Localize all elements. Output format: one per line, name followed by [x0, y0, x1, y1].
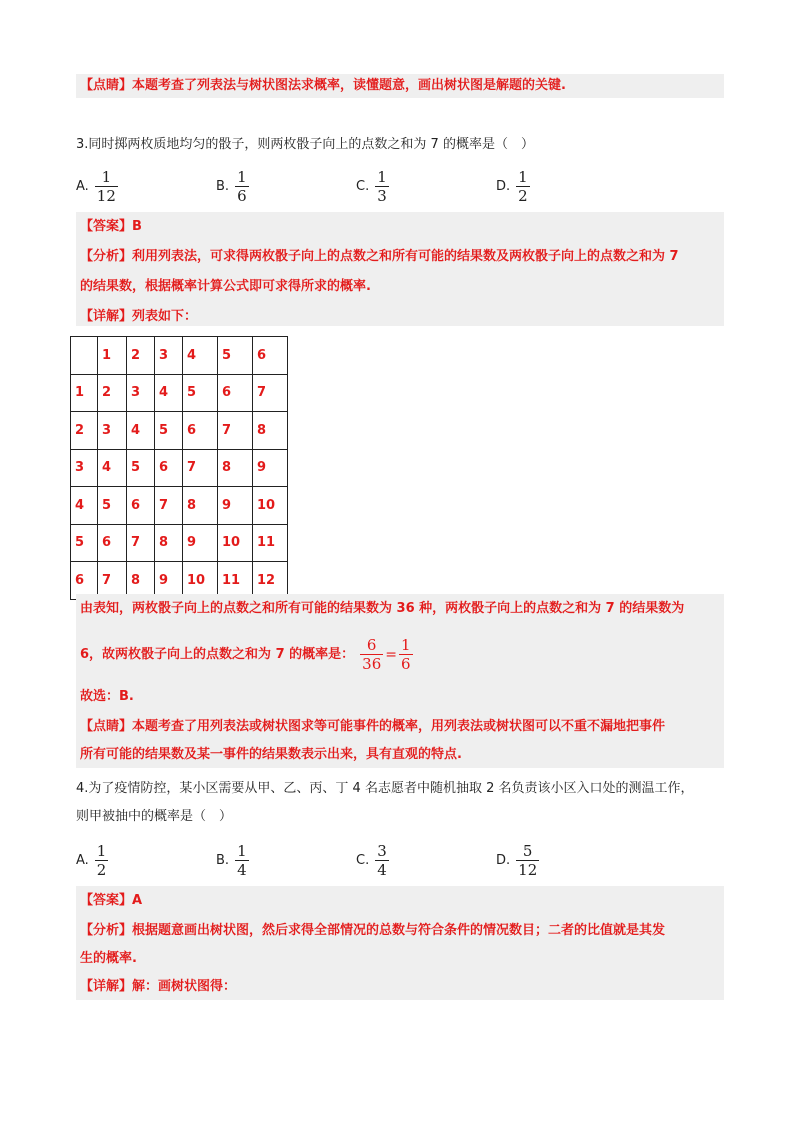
q3-conclusion-line2 — [80, 636, 413, 673]
q3-option-a — [76, 168, 118, 205]
fraction-numerator: 1 — [96, 842, 107, 860]
option-label: B. — [216, 179, 230, 194]
table-cell: 1 — [71, 374, 98, 412]
table-cell: 2 — [71, 412, 98, 450]
option-label: B. — [216, 853, 230, 868]
q3-note-line2: 所有可能的结果数及某一事件的结果数表示出来，具有直观的特点. — [80, 747, 462, 762]
table-cell: 6 — [218, 374, 253, 412]
fraction-numerator: 1 — [518, 168, 528, 186]
table-cell: 8 — [218, 449, 253, 487]
q4-detail: 【详解】解：画树状图得： — [80, 979, 237, 994]
table-cell: 4 — [71, 487, 98, 525]
option-label: A. — [76, 853, 89, 868]
dice-sum-table — [70, 336, 288, 600]
q3-conclusion-line1: 由表知，两枚骰子向上的点数之和所有可能的结果数为 36 种，两枚骰子向上的点数之和为 7 的结果数为 — [80, 601, 685, 616]
table-cell: 11 — [218, 562, 253, 600]
table-cell: 6 — [98, 524, 127, 562]
q3-option-b — [216, 168, 249, 205]
q3-note-line1: 【点睛】本题考查了用列表法或树状图求等可能事件的概率，用列表法或树状图可以不重不漏地把事件 — [80, 719, 666, 734]
table-cell: 8 — [183, 487, 218, 525]
table-cell: 5 — [98, 487, 127, 525]
fraction-denominator: 3 — [377, 187, 387, 205]
table-cell: 3 — [155, 337, 183, 375]
q3-analysis-line1: 【分析】利用列表法，可求得两枚骰子向上的点数之和所有可能的结果数及两枚骰子向上的点数之和为 7 — [80, 249, 679, 264]
q3-conclusion-text: 6，故两枚骰子向上的点数之和为 7 的概率是： — [80, 646, 355, 662]
table-cell: 10 — [183, 562, 218, 600]
table-cell: 7 — [98, 562, 127, 600]
table-cell: 2 — [98, 374, 127, 412]
table-cell: 10 — [218, 524, 253, 562]
table-cell: 7 — [218, 412, 253, 450]
fraction-numerator: 1 — [237, 168, 247, 186]
option-label: D. — [496, 853, 511, 868]
fraction-denominator: 12 — [518, 861, 538, 879]
table-cell: 8 — [155, 524, 183, 562]
q4-option-b — [216, 842, 249, 879]
table-cell: 4 — [183, 337, 218, 375]
table-cell: 2 — [127, 337, 155, 375]
q4-answer-band — [76, 886, 724, 1000]
table-cell: 5 — [183, 374, 218, 412]
option-label: C. — [356, 853, 370, 868]
table-row — [71, 449, 288, 487]
fraction-denominator: 4 — [237, 861, 247, 879]
table-row — [71, 337, 288, 375]
result-denominator-2: 6 — [400, 655, 411, 673]
table-cell: 5 — [218, 337, 253, 375]
q4-option-d — [496, 842, 539, 879]
table-cell: 4 — [155, 374, 183, 412]
table-cell — [71, 337, 98, 375]
table-cell: 8 — [253, 412, 288, 450]
table-row — [71, 487, 288, 525]
option-label: D. — [496, 179, 511, 194]
fraction-denominator: 2 — [518, 187, 528, 205]
table-cell: 12 — [253, 562, 288, 600]
table-cell: 11 — [253, 524, 288, 562]
fraction-denominator: 2 — [96, 861, 107, 879]
table-cell: 3 — [98, 412, 127, 450]
table-cell: 5 — [155, 412, 183, 450]
table-cell: 10 — [253, 487, 288, 525]
q3-conclusion-band — [76, 594, 724, 768]
q4-option-a — [76, 842, 108, 879]
option-label: A. — [76, 179, 89, 194]
table-row — [71, 524, 288, 562]
q3-option-d — [496, 168, 530, 205]
q3-answer-band — [76, 212, 724, 326]
table-cell: 6 — [183, 412, 218, 450]
table-cell: 6 — [155, 449, 183, 487]
equals-sign: = — [385, 646, 397, 663]
table-cell: 3 — [71, 449, 98, 487]
table-cell: 8 — [127, 562, 155, 600]
fraction-numerator: 1 — [377, 168, 387, 186]
q4-option-c — [356, 842, 389, 879]
note-text: 【点睛】本题考查了列表法与树状图法求概率，读懂题意，画出树状图是解题的关键. — [80, 78, 566, 93]
fraction-numerator: 3 — [377, 842, 387, 860]
table-cell: 1 — [98, 337, 127, 375]
result-denominator: 36 — [362, 655, 382, 673]
q3-answer: 【答案】B — [80, 219, 142, 234]
q3-analysis-line2: 的结果数，根据概率计算公式即可求得所求的概率. — [80, 279, 371, 294]
table-cell: 6 — [253, 337, 288, 375]
table-cell: 5 — [127, 449, 155, 487]
table-cell: 7 — [253, 374, 288, 412]
result-numerator: 6 — [366, 636, 377, 654]
q3-option-c — [356, 168, 389, 205]
table-cell: 7 — [183, 449, 218, 487]
fraction-numerator: 1 — [237, 842, 247, 860]
table-cell: 7 — [155, 487, 183, 525]
table-cell: 6 — [71, 562, 98, 600]
result-numerator-2: 1 — [400, 636, 411, 654]
note-band — [76, 74, 724, 98]
q4-analysis-line1: 【分析】根据题意画出树状图，然后求得全部情况的总数与符合条件的情况数目；二者的比值就是其发 — [80, 923, 666, 938]
question-4-stem-line2: 则甲被抽中的概率是（ ） — [76, 809, 233, 824]
table-cell: 7 — [127, 524, 155, 562]
question-3-stem: 3.同时掷两枚质地均匀的骰子，则两枚骰子向上的点数之和为 7 的概率是（ ） — [76, 137, 534, 152]
question-4-stem-line1: 4.为了疫情防控，某小区需要从甲、乙、丙、丁 4 名志愿者中随机抽取 2 名负责该小区入口处的测温工作， — [76, 781, 694, 796]
table-cell: 9 — [253, 449, 288, 487]
table-cell: 9 — [218, 487, 253, 525]
table-cell: 9 — [183, 524, 218, 562]
table-cell: 6 — [127, 487, 155, 525]
table-cell: 4 — [98, 449, 127, 487]
fraction-denominator: 6 — [237, 187, 247, 205]
option-label: C. — [356, 179, 370, 194]
q3-choose: 故选：B. — [80, 689, 134, 704]
fraction-numerator: 1 — [101, 168, 112, 186]
table-cell: 9 — [155, 562, 183, 600]
table-row — [71, 412, 288, 450]
table-cell: 5 — [71, 524, 98, 562]
table-row — [71, 374, 288, 412]
q3-detail: 【详解】列表如下： — [80, 309, 198, 324]
table-cell: 4 — [127, 412, 155, 450]
fraction-numerator: 5 — [522, 842, 533, 860]
fraction-denominator: 4 — [377, 861, 387, 879]
q4-answer: 【答案】A — [80, 893, 143, 908]
fraction-denominator: 12 — [96, 187, 116, 205]
table-cell: 3 — [127, 374, 155, 412]
q4-analysis-line2: 生的概率. — [80, 951, 137, 966]
